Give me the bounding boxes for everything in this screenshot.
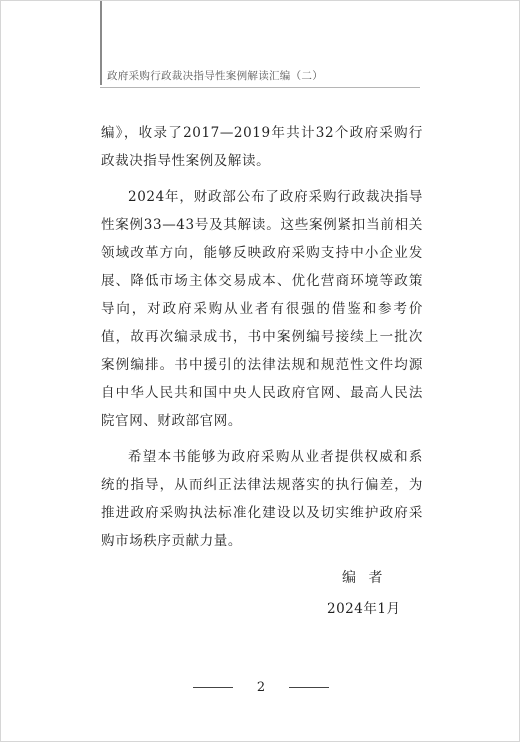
paragraph: 2024年，财政部公布了政府采购行政裁决指导性案例33—43号及其解读。这些案例紧扣当前相关领域改革方向，能够反映政府采购支持中小企业发展、降低市场主体交易成本、优化营商环境等政策导向，对政府采购从业者有很强的借鉴和参考价值，故再次编录成书，书中案例编号接续上一批次案例编排。书中援引的法律法规和规范性文件均源自中华人民共和国中央人民政府官网、最高人民法院官网、财政部官网。 bbox=[101, 189, 423, 429]
running-head: 政府采购行政裁决指导性案例解读汇编（二） bbox=[107, 70, 323, 82]
paragraph-continuation: 编》，收录了2017—2019年共计32个政府采购行政裁决指导性案例及解读。 bbox=[101, 125, 423, 169]
signature-date: 2024年1月 bbox=[327, 601, 401, 617]
header-underline bbox=[100, 87, 420, 88]
folio-rule-right bbox=[289, 687, 329, 688]
body-text bbox=[101, 119, 423, 563]
page-number: 2 bbox=[256, 679, 266, 695]
author-signature: 编 者 bbox=[342, 570, 387, 586]
folio-rule-left bbox=[193, 687, 233, 688]
header-vertical-rule bbox=[100, 1, 102, 85]
page-footer bbox=[193, 677, 329, 697]
paragraph: 希望本书能够为政府采购从业者提供权威和系统的指导，从而纠正法律法规落实的执行偏差，为推进政府采购执法标准化建设以及切实维护政府采购市场秩序贡献力量。 bbox=[101, 449, 423, 549]
